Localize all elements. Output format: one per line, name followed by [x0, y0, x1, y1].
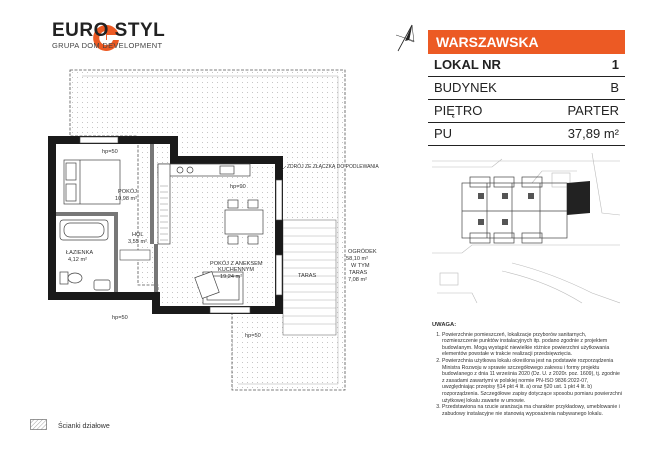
garden-sub: TARAS — [349, 270, 368, 276]
toilet-icon — [60, 272, 110, 290]
room-lazienka-name: ŁAZIENKA — [66, 250, 94, 256]
notes-title: UWAGA: — [432, 322, 457, 328]
apartment-info-table — [428, 30, 625, 146]
street-name: WARSZAWSKA — [428, 30, 625, 54]
info-label: PU — [434, 126, 453, 141]
room-salon-name: POKÓJ Z ANEKSEM — [210, 261, 263, 267]
info-value: PARTER — [567, 103, 619, 118]
garden-sub-area: 7,08 m² — [348, 277, 367, 283]
room-hol-area: 3,55 m² — [128, 239, 147, 245]
info-row-lokal — [428, 54, 625, 77]
partition-wall-legend-icon — [30, 419, 47, 430]
brand-tagline: GRUPA DOM DEVELOPMENT — [52, 41, 163, 50]
garden-name: OGRÓDEK — [348, 249, 377, 255]
note-item: 1. Powierzchnie pomieszczeń, lokalizacje przyborów sanitarnych, rozmieszczenie punktów instalacyjnych itp. podano zgodnie z projektem budowlanym. Mogą wystąpić niewielkie różnice powierzchni użytkowania elementów powstałe w trakcie realizacji przedsięwzięcia. — [442, 332, 622, 358]
info-label: PIĘTRO — [434, 103, 483, 118]
room-pokoj-name: POKÓJ — [118, 189, 137, 195]
info-row-pu — [428, 123, 625, 146]
note-item: 3. Przedstawiona na rzucie aranżacja ma charakter przykładowy, umeblowanie i zabudowy instalacyjne nie stanowią wyposażenia nabywanego lokalu. — [442, 404, 622, 417]
height-mark-4: hp=50 — [245, 333, 261, 339]
height-mark-3: hp=50 — [112, 315, 128, 321]
legend-label: Ścianki działowe — [58, 423, 110, 430]
north-arrow-icon — [393, 23, 417, 53]
bed-icon — [64, 160, 120, 204]
room-lazienka-area: 4,12 m² — [68, 257, 87, 263]
garden-area: 58,10 m² — [346, 256, 369, 262]
info-row-pietro — [428, 100, 625, 123]
notes-section — [432, 322, 622, 417]
room-hol-name: HOL — [132, 232, 144, 238]
info-label: LOKAL NR — [434, 57, 501, 72]
bathtub-icon — [60, 220, 108, 240]
info-value: B — [610, 80, 619, 95]
info-value: 1 — [611, 57, 619, 72]
garden-note: W TYM — [351, 263, 370, 269]
height-mark-2: hp=90 — [230, 184, 246, 190]
brand-name: EURO STYL — [52, 20, 166, 41]
room-salon-area: 19,24 m² — [220, 274, 243, 280]
room-taras-name: TARAS — [298, 273, 317, 279]
site-map-image — [432, 153, 620, 308]
info-label: BUDYNEK — [434, 80, 497, 95]
zdroj-label: ZDRÓJ ZE ZŁĄCZKĄ DO PODLEWANIA — [287, 164, 379, 170]
note-item: 2. Powierzchnia użytkowa lokalu określona jest na podstawie rozporządzenia Ministra Rozwoju w sprawie szczegółowego zakresu i formy projektu budowlanego z dnia 11 września 2020 (Dz. U. z 2020r. poz. 1609), tj. zgodnie z zasadami zawartymi w polskiej normie PN-ISO 9836:2022-07, uwzględniając przepisy §14 pkt 4 lit. a) oraz §20 ust. 1 pkt 4 lit. b) rozporządzenia. Szczegółowe zapisy dotyczące sposobu pomiaru powierzchni użytkowej lokalu zawarte w umowie. — [442, 358, 622, 404]
height-mark-1: hp=50 — [102, 149, 118, 155]
room-salon-name2: KUCHENNYM — [218, 267, 255, 273]
room-pokoj-area: 10,98 m² — [115, 196, 138, 202]
floor-plan — [20, 60, 420, 410]
info-value: 37,89 m² — [567, 126, 619, 141]
info-row-budynek — [428, 77, 625, 100]
